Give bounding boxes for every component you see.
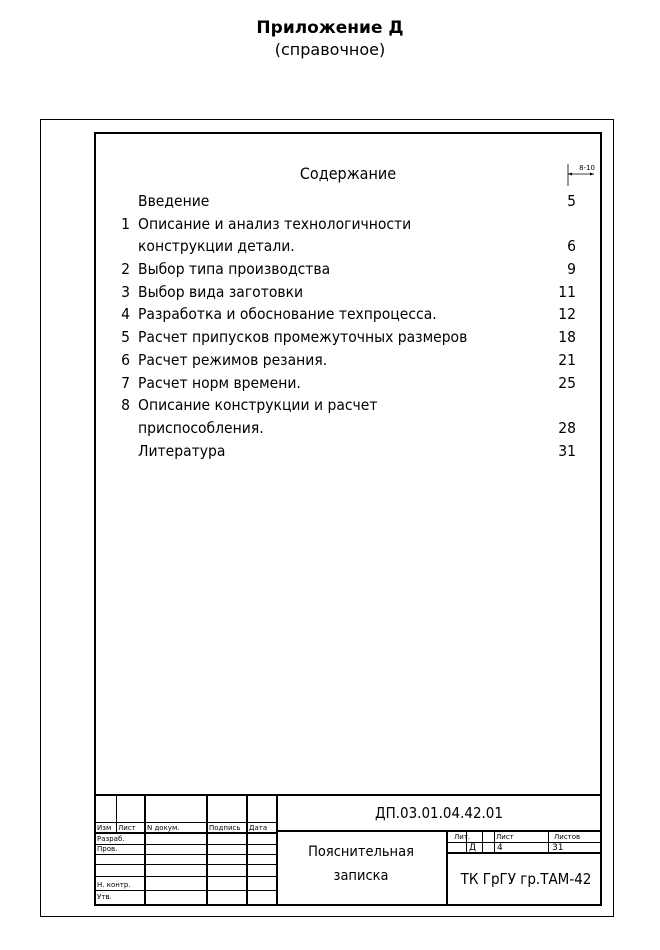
appendix-subtitle: (справочное)	[274, 40, 386, 59]
toc-number: 2	[121, 260, 130, 279]
toc-page: 9	[567, 260, 576, 279]
toc-row	[116, 190, 576, 213]
toc-number: 5	[121, 328, 130, 347]
document-name-line1: Пояснительная	[308, 844, 414, 860]
col-izm-label: Изм	[97, 824, 112, 832]
toc-text: Расчет режимов резания.	[138, 350, 328, 369]
dimension-note: 8-10	[579, 164, 595, 172]
lit-value: Д	[469, 843, 477, 853]
row-utv-label: Утв.	[97, 893, 112, 901]
toc-text: Введение	[138, 192, 210, 210]
sheet-value: 4	[497, 843, 503, 853]
toc-text: приспособления.	[138, 418, 264, 437]
toc-row	[116, 349, 576, 372]
toc-row	[116, 303, 576, 326]
toc-page: 6	[567, 237, 576, 256]
drawing-frame	[94, 132, 602, 906]
toc-row	[116, 213, 576, 236]
title-block	[96, 794, 600, 904]
toc-row	[116, 281, 576, 304]
toc-number: 1	[121, 214, 130, 233]
toc-row	[116, 394, 576, 417]
sheets-value: 31	[552, 843, 564, 853]
toc-number: 3	[121, 282, 130, 301]
col-list-label: Лист	[118, 824, 136, 832]
toc-page: 11	[558, 282, 576, 301]
lit-header: Лит.	[454, 833, 471, 841]
sheet-header: Лист	[496, 833, 514, 841]
col-podpis-label: Подпись	[209, 824, 241, 832]
toc-number: 6	[121, 350, 130, 369]
document-name-line2: записка	[333, 868, 389, 884]
col-ndokum-label: N докум.	[147, 824, 180, 832]
toc-row	[116, 417, 576, 440]
toc-text: Расчет норм времени.	[138, 373, 301, 392]
row-prov-label: Пров.	[97, 845, 118, 853]
toc-page: 5	[567, 192, 576, 210]
toc-row	[116, 372, 576, 395]
table-of-contents	[116, 190, 576, 462]
col-data-label: Дата	[249, 824, 268, 832]
toc-page: 18	[558, 328, 576, 347]
toc-text: Выбор вида заготовки	[138, 282, 304, 301]
row-razrab-label: Разраб.	[97, 835, 125, 843]
toc-row	[116, 235, 576, 258]
document-code: ДП.03.01.04.42.01	[375, 804, 503, 822]
toc-text: Выбор типа производства	[138, 260, 331, 279]
toc-row	[116, 326, 576, 349]
toc-text: Описание конструкции и расчет	[138, 396, 378, 415]
toc-row	[116, 440, 576, 463]
document-name	[276, 840, 446, 888]
row-nkontr-label: Н. контр.	[97, 881, 131, 889]
contents-heading: Содержание	[299, 164, 397, 183]
toc-text: Расчет припусков промежуточных размеров	[138, 328, 468, 347]
toc-text: Литература	[138, 441, 226, 460]
organization-label: ТК ГрГУ гр.ТАМ-42	[460, 870, 592, 888]
sheets-header: Листов	[554, 833, 581, 841]
toc-number: 7	[121, 373, 130, 392]
toc-text: конструкции детали.	[138, 237, 295, 256]
toc-page: 28	[558, 418, 576, 437]
toc-number: 4	[121, 305, 130, 324]
appendix-title: Приложение Д	[256, 18, 404, 38]
toc-page: 25	[558, 373, 576, 392]
toc-text: Описание и анализ технологичности	[138, 214, 412, 233]
toc-number: 8	[121, 396, 130, 415]
toc-page: 31	[558, 441, 576, 460]
toc-page: 12	[558, 305, 576, 324]
toc-text: Разработка и обоснование техпроцесса.	[138, 305, 437, 324]
toc-page: 21	[558, 350, 576, 369]
toc-row	[116, 258, 576, 281]
